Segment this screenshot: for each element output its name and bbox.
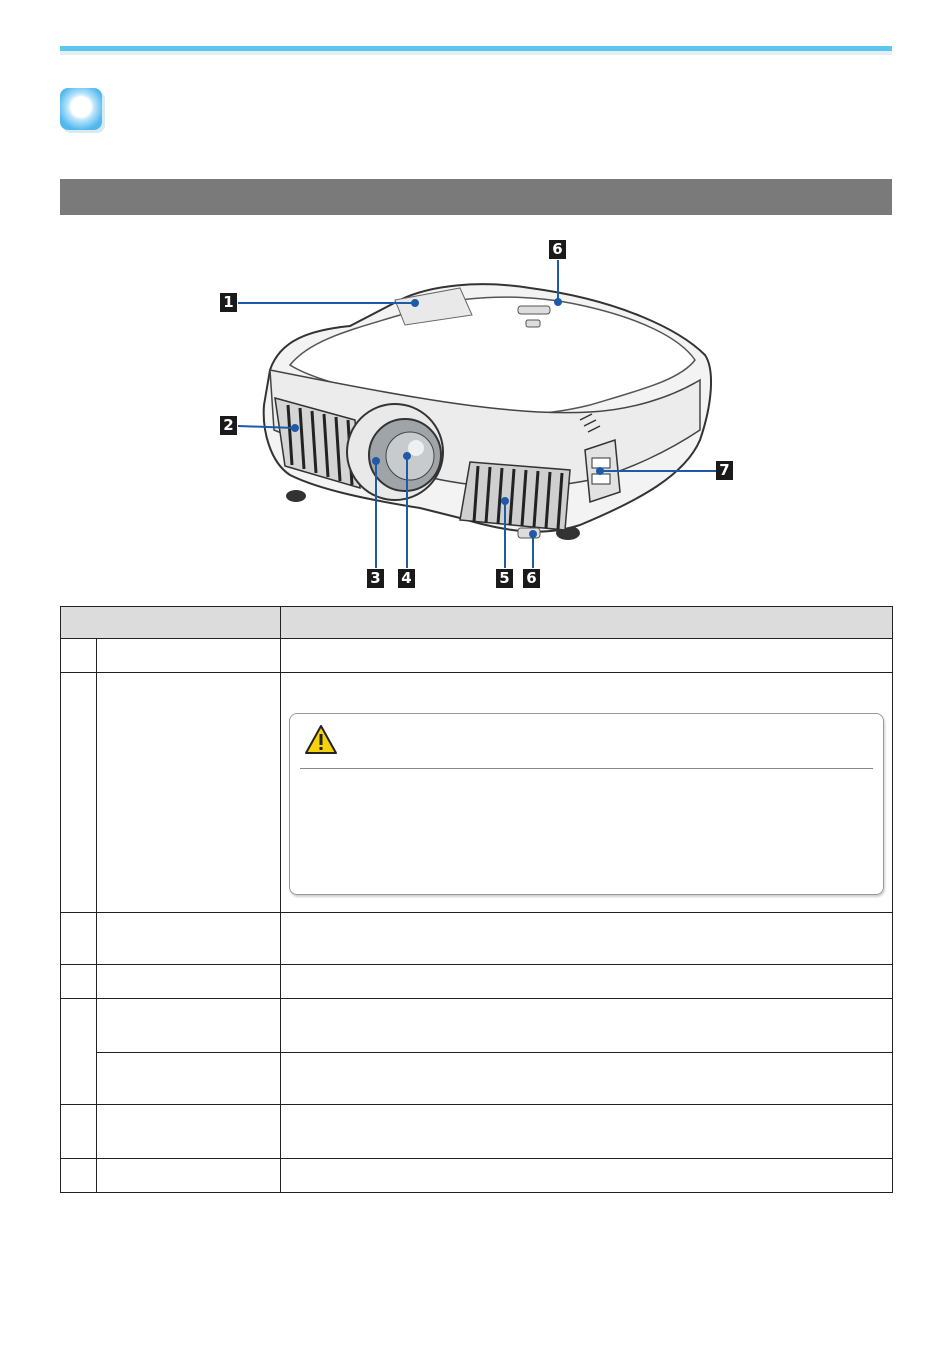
parts-table: [60, 606, 893, 1193]
callout-4: 4: [398, 569, 415, 588]
header-function: [281, 607, 893, 639]
table-row: [61, 1105, 893, 1159]
row-desc-cell: [281, 673, 893, 913]
row-number: [61, 913, 97, 965]
callout-7: 7: [716, 461, 733, 480]
row-number: [61, 673, 97, 913]
lens-highlight: [408, 440, 424, 456]
remote-receiver-top-window: [526, 320, 540, 327]
table-header-row: [61, 607, 893, 639]
caution-box: [289, 713, 884, 895]
table-row: [61, 639, 893, 673]
header-name: [61, 607, 281, 639]
subsection-bar: [60, 179, 892, 215]
callout-5: 5: [496, 569, 513, 588]
table-row: [61, 673, 893, 913]
row-desc: [281, 1105, 893, 1159]
row-number: [61, 1105, 97, 1159]
row-desc: [281, 639, 893, 673]
table-row: [61, 965, 893, 999]
row-name: [97, 1105, 281, 1159]
projector-illustration: [200, 230, 760, 596]
row-name: [97, 913, 281, 965]
table-row: [61, 999, 893, 1053]
row-number: [61, 999, 97, 1105]
projector-foot: [286, 490, 306, 502]
table-row: [61, 1159, 893, 1193]
row-desc: [281, 965, 893, 999]
row-desc: [281, 999, 893, 1053]
warning-triangle-icon: [304, 724, 338, 756]
air-exhaust-vent: [460, 462, 570, 530]
header-rule-shadow: [60, 51, 892, 55]
row-desc: [281, 1053, 893, 1105]
row-desc: [281, 913, 893, 965]
row-name: [97, 673, 281, 913]
row-name: [97, 639, 281, 673]
row-number: [61, 965, 97, 999]
caution-divider: [300, 768, 873, 769]
row-number: [61, 1159, 97, 1193]
row-number: [61, 639, 97, 673]
table-row: [61, 1053, 893, 1105]
callout-1: 1: [220, 293, 237, 312]
section-bullet-icon: [60, 88, 102, 130]
row-name: [97, 1053, 281, 1105]
callout-6-top: 6: [549, 240, 566, 259]
row-name: [97, 1159, 281, 1193]
table-row: [61, 913, 893, 965]
callout-6-front: 6: [523, 569, 540, 588]
row-name: [97, 965, 281, 999]
row-name: [97, 999, 281, 1053]
projector-figure: [200, 230, 760, 596]
row-desc: [281, 1159, 893, 1193]
remote-receiver-top: [518, 306, 550, 314]
callout-2: 2: [220, 416, 237, 435]
callout-3: 3: [367, 569, 384, 588]
row-desc: [289, 679, 884, 699]
